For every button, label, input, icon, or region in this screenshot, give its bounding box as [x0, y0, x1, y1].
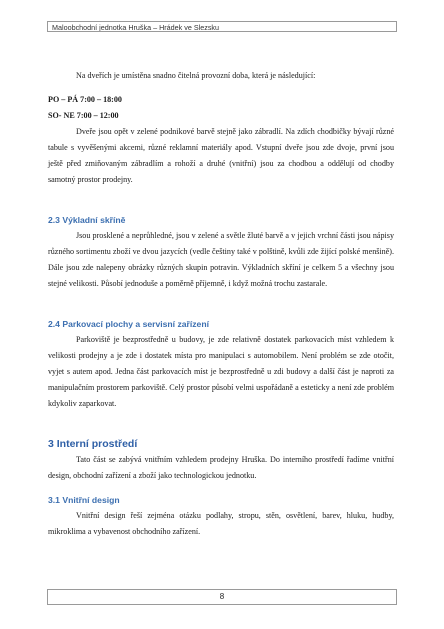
page-number: 8: [219, 592, 225, 601]
section-heading-parking: 2.4 Parkovací plochy a servisní zařízení: [48, 319, 209, 329]
chapter-heading-internal-environment: 3 Interní prostředí: [48, 438, 138, 450]
shop-windows-paragraph: Jsou prosklené a neprůhledné, jsou v zelené a světle žluté barvě a v jejich vrchní části jsou nápisy různého sortimentu zboží ve dvou jazycích (vedle češtiny také v polštině, kvůli zde žijící polské menšině). Dále jsou zde nalepeny obrázky různých skupin potravin. Výkladních skříní je celkem 5 a všechny jsou stejné velikosti. Působí jednoduše a poměrně příjemně, i když možná trochu zastarale.: [48, 231, 394, 288]
interior-design-paragraph: Vnitřní design řeší zejména otázku podlahy, stropu, stěn, osvětlení, barev, hluku, hudby, mikroklima a vybavenost obchodního zařízení.: [48, 511, 394, 536]
spacer: [48, 84, 394, 92]
spacer: [48, 484, 394, 492]
section-heading-interior-design: 3.1 Vnitřní design: [48, 495, 120, 505]
parking-paragraph: Parkoviště je bezprostředně u budovy, je zde relativně dostatek parkovacích míst vzhledem k velikosti prodejny a je zde i dostatek místa pro manipulaci s automobilem. Není problém se zde otočit, vyjet s autem apod. Jedna část parkovacích míst je bezprostředně u zdi budovy a další část je naproti za manipulačním prostorem parkoviště. Celý prostor působí velmi uspořádaně a esteticky a není zde problém kdykoliv zaparkovat.: [48, 335, 394, 408]
running-header: [47, 21, 397, 32]
spacer: [48, 204, 394, 212]
spacer: [48, 412, 394, 428]
header-text: Maloobchodní jednotka Hruška – Hrádek ve Slezsku: [52, 23, 220, 32]
page-content: [48, 68, 394, 540]
spacer: [48, 292, 394, 308]
doors-paragraph: Dveře jsou opět v zelené podnikové barvě stejně jako zábradlí. Na zdích chodbičky bývají různé tabule s vyvěšenými akcemi, různé reklamní materiály apod. Vstupní dveře jsou zde dvoje, první jsou ještě před zmiňovaným zábradlím a rohoží a druhé (vnitřní) jsou za chodbou a oddělují od chodby samotný prostor prodejny.: [48, 127, 394, 184]
spacer: [48, 308, 394, 316]
opening-hours-weekdays: PO – PÁ 7:00 – 18:00: [48, 95, 122, 104]
internal-environment-paragraph: Tato část se zabývá vnitřním vzhledem prodejny Hruška. Do interního prostředí řadíme vnitřní design, obchodní zařízení a zboží jako technologickou jednotku.: [48, 455, 394, 480]
page-footer: [47, 589, 397, 605]
spacer: [48, 428, 394, 436]
section-heading-shop-windows: 2.3 Výkladní skříně: [48, 215, 126, 225]
spacer: [48, 188, 394, 204]
opening-hours-intro: Na dveřích je umístěna snadno čitelná provozní doba, která je následující:: [76, 71, 316, 80]
opening-hours-weekend: SO- NE 7:00 – 12:00: [48, 111, 119, 120]
